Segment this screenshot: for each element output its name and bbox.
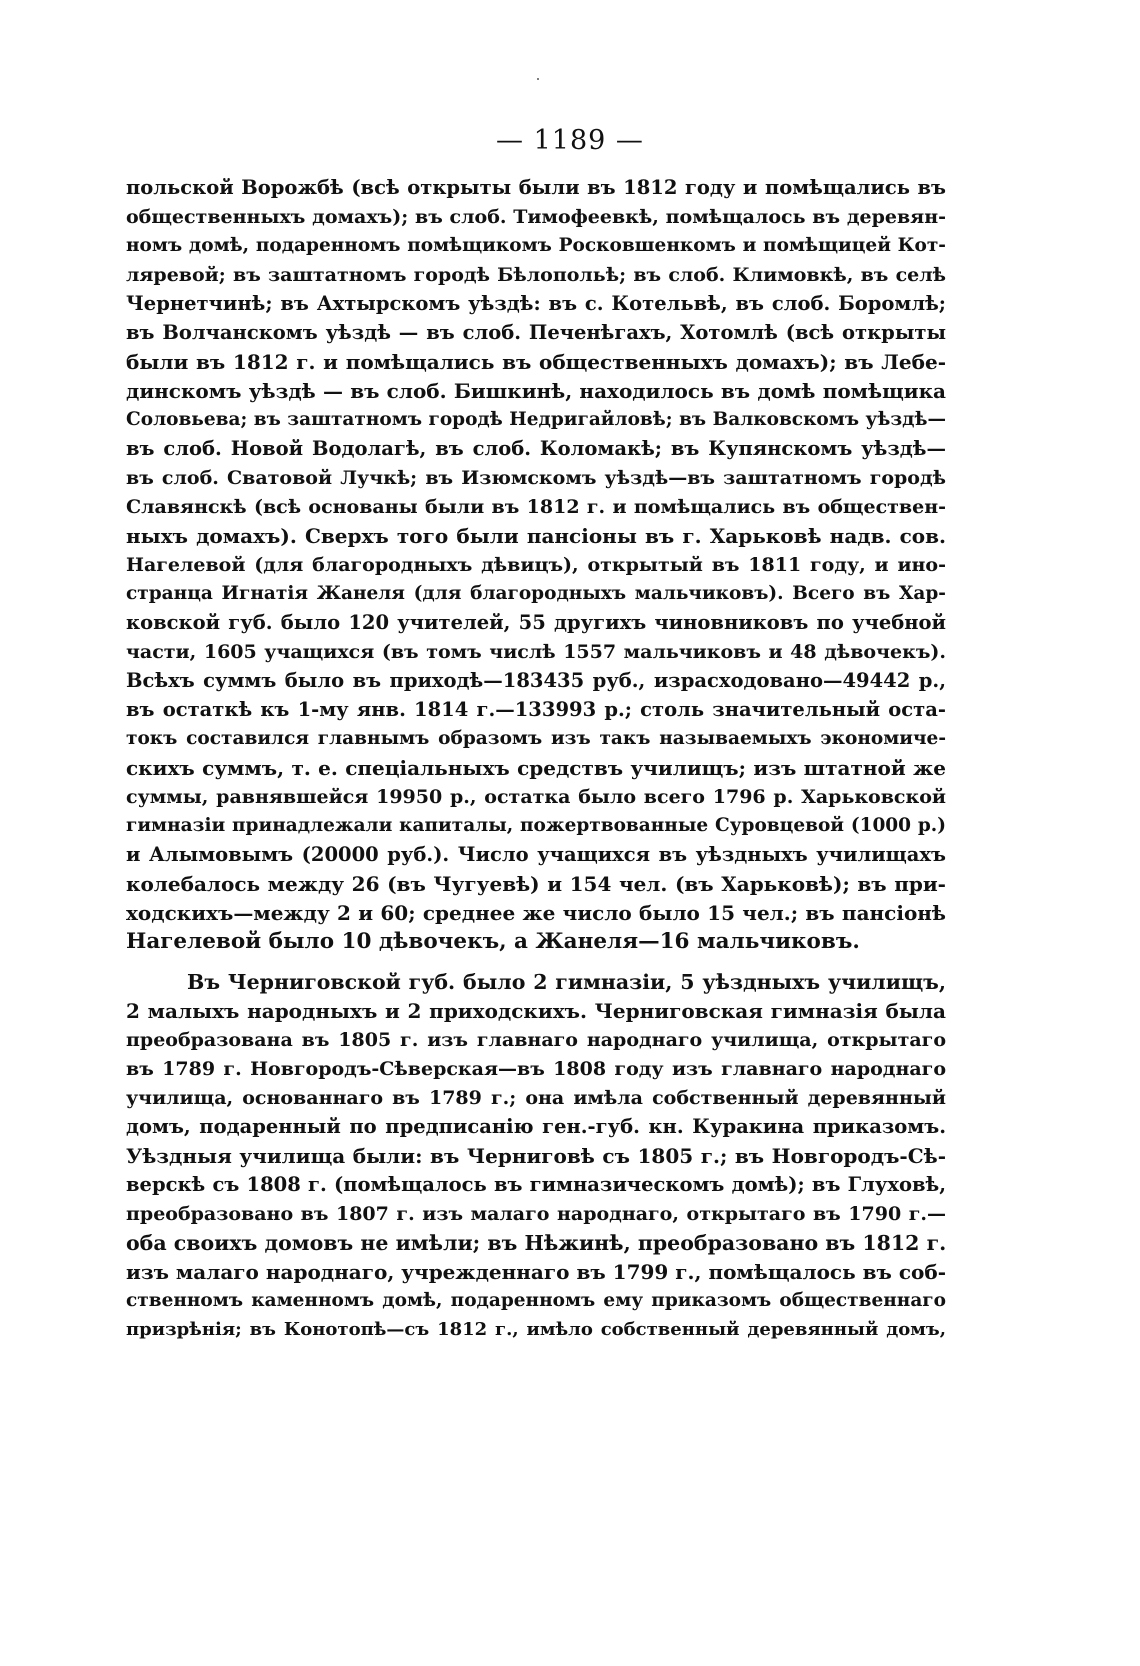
text-line: Уѣздныя училища были: въ Черниговѣ съ 1805 г.; въ Новгородъ-Сѣ- <box>126 1144 946 1168</box>
scan-speck <box>537 78 539 80</box>
text-line: номъ домѣ, подаренномъ помѣщикомъ Росковшенкомъ и помѣщицей Кот- <box>126 235 946 256</box>
text-line: польской Ворожбѣ (всѣ открыты были въ 1812 году и помѣщались въ <box>126 176 946 199</box>
text-line: въ слоб. Новой Водолагѣ, въ слоб. Коломакѣ; въ Купянскомъ уѣздѣ— <box>126 437 946 460</box>
text-line: и Алымовымъ (20000 руб.). Число учащихся въ уѣздныхъ училищахъ <box>126 843 946 866</box>
text-line: ныхъ домахъ). Сверхъ того были пансіоны въ г. Харьковѣ надв. сов. <box>126 524 946 548</box>
text-line: токъ составился главнымъ образомъ изъ такъ называемыхъ экономиче- <box>126 728 946 749</box>
text-line: преобразовано въ 1807 г. изъ малаго народнаго, открытаго въ 1790 г.— <box>126 1203 946 1225</box>
text-line: Нагелевой было 10 дѣвочекъ, а Жанеля—16 мальчиковъ. <box>126 929 860 954</box>
text-line: ходскихъ—между 2 и 60; среднее же число было 15 чел.; въ пансіонѣ <box>126 901 946 925</box>
text-line: въ 1789 г. Новгородъ-Сѣверская—въ 1808 году изъ главнаго народнаго <box>126 1058 946 1080</box>
text-line: призрѣнія; въ Конотопѣ—съ 1812 г., имѣло собственный деревянный домъ, <box>126 1319 946 1340</box>
text-line: динскомъ уѣздѣ — въ слоб. Бишкинѣ, находилось въ домѣ помѣщика <box>126 379 946 403</box>
text-line: преобразована въ 1805 г. изъ главнаго народнаго училища, открытаго <box>126 1029 946 1051</box>
text-line: Нагелевой (для благородныхъ дѣвицъ), открытый въ 1811 году, и ино- <box>126 554 946 576</box>
text-line: въ Волчанскомъ уѣздѣ — въ слоб. Печенѣгахъ, Хотомлѣ (всѣ открыты <box>126 321 946 344</box>
text-line: оба своихъ домовъ не имѣли; въ Нѣжинѣ, преобразовано въ 1812 г. <box>126 1231 946 1255</box>
text-line: Славянскѣ (всѣ основаны были въ 1812 г. и помѣщались въ обществен- <box>126 496 946 518</box>
text-line: верскѣ съ 1808 г. (помѣщалось въ гимназическомъ домѣ); въ Глуховѣ, <box>126 1173 946 1196</box>
text-line: части, 1605 учащихся (въ томъ числѣ 1557 мальчиковъ и 48 дѣвочекъ). <box>126 641 946 663</box>
paragraph-first-line: Въ Черниговской губ. было 2 гимназіи, 5 уѣздныхъ училищъ, <box>187 970 946 994</box>
text-line: скихъ суммъ, т. е. спеціальныхъ средствъ училищъ; изъ штатной же <box>126 756 946 780</box>
text-line: Чернетчинѣ; въ Ахтырскомъ уѣздѣ: въ с. Котельвѣ, въ слоб. Боромлѣ; <box>126 292 946 315</box>
text-line: ляревой; въ заштатномъ городѣ Бѣлопольѣ; въ слоб. Климовкѣ, въ селѣ <box>126 264 946 286</box>
text-line: въ слоб. Сватовой Лучкѣ; въ Изюмскомъ уѣздѣ—въ заштатномъ городѣ <box>126 467 946 489</box>
text-line: гимназіи принадлежали капиталы, пожертвованные Суровцевой (1000 р.) <box>126 815 946 836</box>
text-line: ственномъ каменномъ домѣ, подаренномъ ему приказомъ общественнаго <box>126 1290 946 1311</box>
text-line: ковской губ. было 120 учителей, 55 другихъ чиновниковъ по учебной <box>126 611 946 634</box>
text-line: странца Игнатія Жанеля (для благородныхъ мальчиковъ). Всего въ Хар- <box>126 583 946 604</box>
page-number: — 1189 — <box>496 125 644 156</box>
text-line: колебалось между 26 (въ Чугуевѣ) и 154 чел. (въ Харьковѣ); въ при- <box>126 872 946 896</box>
text-line: общественныхъ домахъ); въ слоб. Тимофеевкѣ, помѣщалось въ деревян- <box>126 206 946 228</box>
text-line: суммы, равнявшейся 19950 р., остатка было всего 1796 р. Харьковской <box>126 786 946 808</box>
text-line: были въ 1812 г. и помѣщались въ общественныхъ домахъ); въ Лебе- <box>126 350 946 374</box>
text-line: 2 малыхъ народныхъ и 2 приходскихъ. Черниговская гимназія была <box>126 999 946 1023</box>
text-line: въ остаткѣ къ 1-му янв. 1814 г.—133993 р.; столь значительный оста- <box>126 698 946 721</box>
text-line: домъ, подаренный по предписанію ген.-губ. кн. Куракина приказомъ. <box>126 1115 946 1138</box>
text-line: изъ малаго народнаго, учрежденнаго въ 1799 г., помѣщалось въ соб- <box>126 1260 946 1284</box>
text-line: училища, основаннаго въ 1789 г.; она имѣла собственный деревянный <box>126 1087 946 1109</box>
text-line: Соловьева; въ заштатномъ городѣ Недригайловѣ; въ Валковскомъ уѣздѣ— <box>126 409 946 430</box>
text-line: Всѣхъ суммъ было въ приходѣ—183435 руб., израсходовано—49442 р., <box>126 669 946 692</box>
